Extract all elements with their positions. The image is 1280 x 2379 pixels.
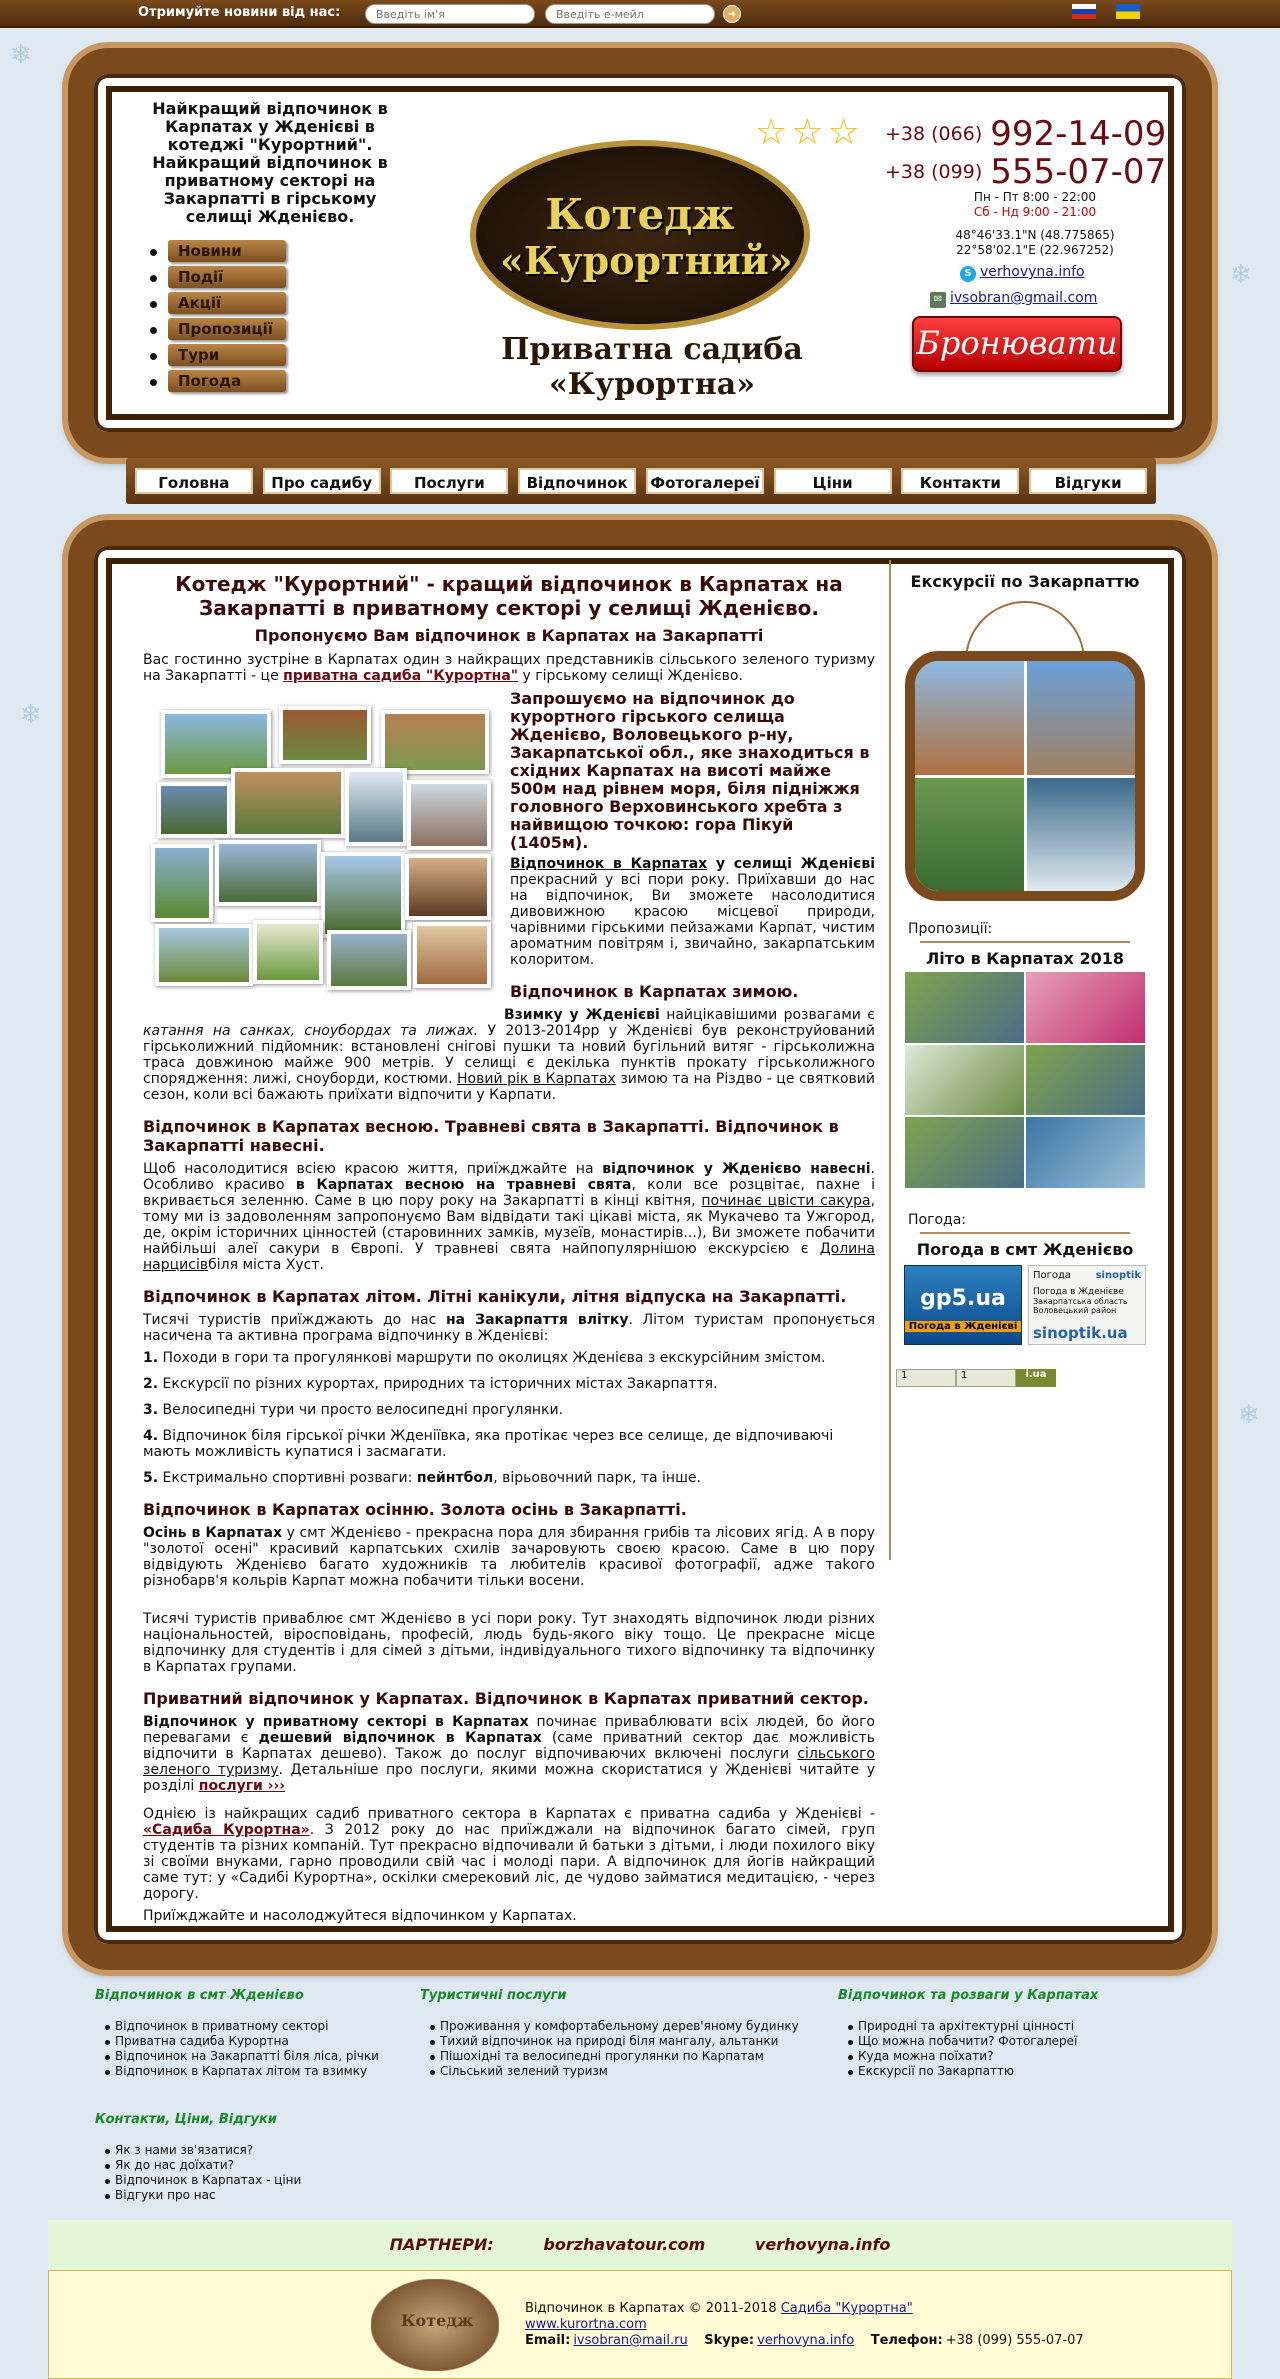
autumn-paragraph [143,1525,875,1589]
text: починає приваблювати всіх людей, бо його перевагами є [143,1714,876,1746]
list-item [105,2158,301,2173]
site-link[interactable]: www.kurortna.com [525,2317,647,2332]
photo [327,930,411,990]
text: . Особливо красиво [143,1161,875,1193]
footer-column [420,1988,799,2079]
text: У 2013-2014рр у Жденієві був реконструйований гірськолижний підйомник: встановлені снігові пушки та новий бугільний витяг - гірськолижна траса довжиною майже 900 метрів. У селищі є декілька пунктів прокату гірськолижного спорядження: лижі, сноуборди, костюми. [143,1023,875,1087]
header-nav-item [150,344,286,366]
logo-title-line1: Котедж [545,190,735,239]
column-divider [889,560,891,1560]
header-intro: Найкращий відпочинок в Карпатах у Жденієві в котеджі "Курортний". Найкращий відпочинок в приватному секторі на Закарпатті в гірському селищі Жденієво. [152,99,388,226]
sinoptik-logo: sinoptik [1095,1270,1141,1281]
invite-heading: Запрошуємо на відпочинок до курортного гірського селища Жденієво, Воловецького р-ну, Закарпатської обл., яке знаходиться в східних Карпатах на висоті майже 500м над рівнем моря, біля підніжжя головного Верховинського хребта з найвищою точкою: гора Пікуй (1405м). [510,689,870,852]
excursions-title: Екскурсії по Закарпаттю [910,572,1140,591]
footer-column [95,2112,301,2203]
header-nav-item [150,266,286,288]
sinoptik-district: Воловецький район [1033,1306,1117,1315]
private-paragraph [143,1714,875,1794]
nav-rest[interactable]: Відпочинок [518,468,636,494]
nav-weather[interactable]: Погода [168,370,286,392]
partner-link[interactable]: borzhavatour.com [543,2235,706,2254]
photo [345,768,407,846]
text: Взимку у Жденієві [504,1007,660,1023]
estate-footer-link[interactable]: Садиба "Курортна" [780,2301,913,2316]
rest-carpathians-link[interactable]: Відпочинок в Карпатах [510,856,708,872]
list-number: 1. [143,1350,159,1366]
header-nav-item [150,370,286,392]
footer-column [838,1988,1098,2079]
logo-title-line2: «Курортний» [500,238,793,283]
spring-heading: Відпочинок в Карпатах весною. Травневі свята в Закарпатті. Відпочинок в Закарпатті навесні. [143,1117,839,1155]
footer-column-title: Відпочинок та розваги у Карпатах [838,1988,1099,2003]
sinoptik-town: Погода в Жденієве [1033,1287,1124,1297]
estate-paragraph [143,1806,875,1902]
partners-bar [48,2220,1232,2270]
list-number: 5. [143,1470,159,1486]
list-item [848,2064,1098,2079]
list-item [848,2034,1098,2049]
sinoptik-label: Погода [1033,1270,1072,1281]
snowflake-icon: ❄ [20,700,42,730]
header-nav-item [150,240,286,262]
weather-title: Погода в смт Жденієво [916,1240,1134,1259]
nav-gallery[interactable]: Фотогалереї [646,468,764,494]
text: Відпочинок біля гірської річки Жденіївка, яка протікає через все селище, де відпочиваючі мають можливість купатися і засмагати. [143,1428,834,1460]
list-item [105,2064,379,2079]
list-item [430,2019,799,2034]
snowflake-icon: ❄ [10,40,32,70]
counter-brand: i.ua [1016,1369,1056,1387]
text: відпочинок у Жденієво навесні [602,1161,871,1177]
footer-link[interactable]: Екскурсії по Закарпаттю [858,2064,1015,2078]
list-number: 4. [143,1428,159,1444]
winter-paragraph [143,1007,875,1103]
email-input[interactable] [545,4,715,24]
weather-caption: Погода: [908,1212,966,1228]
russian-flag-icon[interactable] [1072,4,1096,19]
summer-paragraph [143,1312,875,1344]
skype-label: Skype: [704,2333,755,2348]
sinoptik-header [1033,1270,1141,1281]
text: , коли все розцвітає, пахне і вкривається зеленню. Саме в цю пору року на Закарпатті в кінці квітня, [143,1177,875,1209]
list-item [143,1402,875,1418]
list-item [848,2049,1098,2064]
text: у гірському селищі Жденієво. [518,668,743,684]
text: Екскурсії по різних курортах, природних та історичних містах Закарпаття. [158,1376,718,1392]
text: Тисячі туристів приїжджають до нас [143,1312,446,1328]
text: . Літом туристам пропонується насичена та активна програма відпочинку в Жденієві: [143,1312,876,1344]
skype-contact [960,264,1085,282]
logo-subtitle: Приватна садиба «Курортна» [501,332,803,402]
coords-lon: 22°58'02.1"E (22.967252) [956,243,1114,257]
text: дешевий відпочинок в Карпатах [258,1730,542,1746]
footer-link[interactable]: Відпочинок в приватному секторі [115,2019,329,2033]
sinoptik-region: Закарпатська область [1033,1297,1128,1306]
footer-link[interactable]: Природні та архітектурні цінності [858,2019,1075,2033]
footer-skype-link[interactable]: verhovyna.info [757,2333,855,2348]
nav-news[interactable]: Новини [168,240,286,262]
sinoptik-widget[interactable] [1028,1265,1146,1345]
header-nav-item [150,292,286,314]
footer-link[interactable]: Відпочинок в Карпатах - ціни [115,2173,302,2187]
photo [405,854,491,920]
estate-link[interactable]: приватна садиба "Курортна" [283,668,519,684]
footer-link[interactable]: Куда можна поїхати? [858,2049,994,2063]
phone-2 [885,152,1166,192]
photo-collage[interactable] [151,702,496,992]
text: . Детальніше про послуги, якими можна скористатися у Жденієві читайте у розділі [143,1762,875,1794]
phone-number: 992-14-09 [990,114,1167,154]
text: , вірьовочний парк, та інше. [493,1470,701,1486]
photo [231,768,345,838]
list-item [105,2019,379,2034]
skype-icon: S [960,266,976,282]
photo [321,852,405,938]
coords-lat: 48°46'33.1"N (48.775865) [955,228,1115,242]
photo [157,782,231,838]
coordinates [910,228,1160,258]
text: Екстримально спортивні розваги: [158,1470,417,1486]
footer-link[interactable]: Як до нас доїхати? [115,2158,235,2172]
phone-number: 555-07-07 [990,152,1167,192]
list-item [105,2188,301,2203]
nav-reviews[interactable]: Відгуки [1029,468,1147,494]
footer-column-title: Туристичні послуги [420,1988,567,2003]
text: Однією із найкращих садиб приватного сектора в Карпатах є приватна садиба у Жденієві - [143,1806,875,1822]
text: Щоб насолодитися всією красою життя, приїжджайте на [143,1161,603,1177]
text: катання на санках, сноубордах та лижах. [143,1023,479,1039]
summer-heading: Відпочинок в Карпатах літом. Літні канікули, літня відпуска на Закарпатті. [143,1287,847,1306]
text: пейнтбол [416,1470,494,1486]
book-button[interactable]: Бронювати [912,316,1122,372]
page-subtitle: Пропонуємо Вам відпочинок в Карпатах на Закарпатті [254,626,764,645]
list-item [848,2019,1098,2034]
page-title: Котедж "Курортний" - кращий відпочинок в Карпатах на Закарпатті в приватному секторі у селищі Жденієво. [175,572,843,620]
photo [155,924,253,986]
summer-list [143,1350,875,1486]
counter-value: 1 [956,1369,1016,1387]
list-number: 2. [143,1376,159,1392]
spring-paragraph [143,1161,875,1273]
list-number: 3. [143,1402,159,1418]
sidebar [900,572,1150,1387]
footer-link[interactable]: Приватна садиба Курортна [115,2034,289,2048]
autumn-heading: Відпочинок в Карпатах осінню. Золота осінь в Закарпатті. [143,1500,687,1519]
nav-services[interactable]: Послуги [390,468,508,494]
copyright [525,2301,1084,2317]
snowflake-icon: ❄ [1238,1400,1260,1430]
text: Відпочинок у приватному секторі в Карпатах [143,1714,529,1730]
footer-column-title: Відпочинок в смт Жденієво [95,1988,304,2003]
footer-link[interactable]: Відпочинок в Карпатах літом та взимку [115,2064,368,2078]
visit-counter[interactable] [896,1369,1056,1387]
text: , тому ми із задоволенням запропонуємо Вам відвідати такі цікаві міста, як Мукачево та Ужгород, де, окрім історичних цінностей (старовинних замків, музеїв, монастирів...), Ви зможете побачити найбільші алеї сакури в Європі. У травневі свята найпопулярнішою екскурсією є [143,1193,876,1257]
header-nav [150,240,286,396]
email-link[interactable]: ivsobran@gmail.com [950,290,1098,306]
email-contact [930,290,1097,308]
snowflake-icon: ❄ [1230,260,1252,290]
text: Осінь в Карпатах [143,1525,283,1541]
phone-code: +38 (066) [885,123,983,145]
footer-logo[interactable] [371,2279,499,2371]
footer-contacts [525,2333,1084,2349]
new-year-link[interactable]: Новий рік в Карпатах [457,1071,616,1087]
footer-email-link[interactable]: ivsobran@mail.ru [573,2333,688,2348]
nav-offers[interactable]: Пропозиції [168,318,286,340]
footer-link[interactable]: Тихий відпочинок на природі біля мангалу, альтанки [440,2034,779,2048]
gp5-brand: gp5.ua [920,1286,1006,1311]
nav-tours[interactable]: Тури [168,344,286,366]
nav-contacts[interactable]: Контакти [901,468,1019,494]
nav-events[interactable]: Події [168,266,286,288]
phone-1 [885,114,1166,154]
hours-weekday: Пн - Пт 8:00 - 22:00 [973,190,1097,204]
list-item [143,1376,875,1392]
text: Вас гостинно зустріне в Карпатах один з найкращих представників сільського зеленого туризму на Закарпатті - це [143,652,875,684]
newsletter-label: Отримуйте новини від нас: [138,5,341,20]
nav-promotions[interactable]: Акції [168,292,286,314]
mail-icon: ✉ [930,292,946,308]
list-item [105,2173,301,2188]
footer-link[interactable]: Як з нами зв'язатися? [115,2143,254,2157]
list-item [105,2034,379,2049]
photo [381,710,489,774]
all-seasons-paragraph: Тисячі туристів приваблює смт Жденієво в усі пори року. Тут знаходять відпочинок люди різних національностей, віросповідань, професій, людь будь-якого віку тощо. Це прекрасне місце відпочинку для студентів і для сімей з дітьми, індивідуального тихого відпочинку та відпочинку в Карпатах групами. [143,1611,875,1675]
services-link[interactable]: послуги ››› [198,1778,286,1794]
summer-offers-banner[interactable] [905,972,1145,1188]
footer-link[interactable]: Пішохідні та велосипедні прогулянки по Карпатам [440,2049,764,2063]
divider [920,1232,1130,1234]
estate-kurortna-link[interactable]: «Садиба Курортна» [143,1822,310,1838]
header-nav-item [150,318,286,340]
nav-home[interactable]: Головна [135,468,253,494]
winter-heading: Відпочинок в Карпатах зимою. [510,982,799,1001]
weather-widgets [900,1265,1150,1345]
partners-label: ПАРТНЕРИ: [389,2235,494,2254]
text: Велосипедні тури чи просто велосипедні прогулянки. [158,1402,564,1418]
text: в Карпатах весною на травневі свята [295,1177,632,1193]
text: Походи в гори та прогулянкові маршрути по околицях Жденієва з екскурсійним змістом. [158,1350,826,1366]
gp5-subtitle: Погода в Жденієві [905,1321,1021,1332]
rating-stars-icon: ☆☆☆ [755,112,864,153]
offers-caption: Пропозиції: [908,921,993,937]
photo [407,780,491,850]
intro-paragraph [143,652,875,684]
text: прекрасний у всі пори року. Приїхавши до нас на відпочинок, Ви зможете насолодитися дивовижною красою місцевої природи, чарівними гірськими пейзажами Карпат, чистим ароматним повітрям і, звичайно, закарпатським колоритом. [510,872,875,968]
photo [413,922,491,988]
list-item [143,1350,875,1366]
subscribe-button[interactable]: ➜ [723,5,741,23]
footer-info [525,2301,1084,2349]
list-item [105,2143,301,2158]
skype-link[interactable]: verhovyna.info [980,264,1085,280]
text: . З 2012 року до нас приїжджали на відпочинок багато сімей, груп студентів та різних компаній. Тут прекрасно відпочивали й батьки з дітьми, і люди похилого віку зі своїми внуками, гарно проводили свій час і молоді пари. А відпочинок для йогів найкращий саме тут: у «Садибі Курортна», оскілки смерековий ліс, де чудово займатися медитацією, - через дорогу. [143,1822,875,1902]
footer-link[interactable]: Відпочинок на Закарпатті біля ліса, річки [115,2049,379,2063]
list-item [105,2049,379,2064]
text: найцікавішими розвагами є [659,1007,875,1023]
footer-link[interactable]: Проживання у комфортабельному дерев'яному будинку [440,2019,799,2033]
name-input[interactable] [365,4,535,24]
footer-link[interactable]: Відгуки про нас [115,2188,216,2202]
footer-link[interactable]: Сільський зелений туризм [440,2064,608,2078]
text: Відпочинок в Карпатах © 2011-2018 [525,2301,781,2316]
list-item [430,2049,799,2064]
private-heading: Приватний відпочинок у Карпатах. Відпочинок в Карпатах приватний сектор. [143,1689,869,1708]
footer-link[interactable]: Що можна побачити? Фотогалереї [858,2034,1078,2048]
text: у смт Жденієво - прекрасна пора для збирання грибів та лісових ягід. А в пору "золотої осені" красивий карпатських схилів зачаровують своєю красою. Саме в цю пору відвідують Жденієво багато художників та любителів красивої фотографії, адже тakого різнобарв'я кольрів Карпат можна побачити тільки восени. [143,1525,875,1589]
counter-value: 1 [896,1369,956,1387]
list-item [143,1470,875,1486]
site-url [525,2317,1084,2333]
ukrainian-flag-icon[interactable] [1116,4,1140,19]
list-item [430,2034,799,2049]
green-tourism-link[interactable]: сільського зеленого туризму [143,1746,875,1778]
footer-column [95,1988,379,2079]
footer-bottom [48,2270,1232,2379]
nav-prices[interactable]: Ціни [774,468,892,494]
photo [279,706,371,764]
footer-column-title: Контакти, Ціни, Відгуки [95,2112,277,2127]
gp5-widget[interactable] [904,1265,1022,1345]
footer-logo-text: Котедж [401,2311,474,2330]
photo [215,840,321,906]
opening-hours [910,190,1160,220]
newsletter-bar [0,0,1280,28]
email-label: Email: [525,2333,571,2348]
photo [151,844,213,922]
phone-code: +38 (099) [885,161,983,183]
footer-phone: +38 (099) 555-07-07 [945,2333,1084,2348]
narcissus-link[interactable]: Долина нарцисів [143,1241,875,1273]
divider [920,941,1130,943]
banner-tile [905,651,1145,901]
offers-title: Літо в Карпатах 2018 [926,949,1124,968]
list-item [143,1428,875,1460]
photo [253,920,323,984]
text: зимою та на Різдво - це святковий сезон, коли всі бажають приїхати відпочити у Карпати. [143,1071,875,1103]
text: у селищі Жденієві [707,856,876,872]
excursions-banner[interactable] [905,601,1145,911]
sinoptik-site: sinoptik.ua [1033,1324,1128,1342]
text: біля міста Хуст. [208,1257,324,1273]
hours-weekend: Сб - Нд 9:00 - 21:00 [973,205,1097,219]
partner-link[interactable]: verhovyna.info [754,2235,891,2254]
closing-paragraph: Приїжджайте и насолоджуйтеся відпочинком у Карпатах. [143,1908,577,1924]
sakura-link[interactable]: починає цвісти сакура [701,1193,871,1209]
list-item [430,2064,799,2079]
phone-label: Телефон: [870,2333,943,2348]
text: на Закарпаття влітку [445,1312,629,1328]
text: (саме приватний сектор дає можливість відпочити в Карпатах дешево). Також до послуг відпочиваючих включені послуги [143,1730,875,1762]
main-nav [126,458,1156,504]
nav-about[interactable]: Про садибу [263,468,381,494]
main-content [143,572,875,1930]
